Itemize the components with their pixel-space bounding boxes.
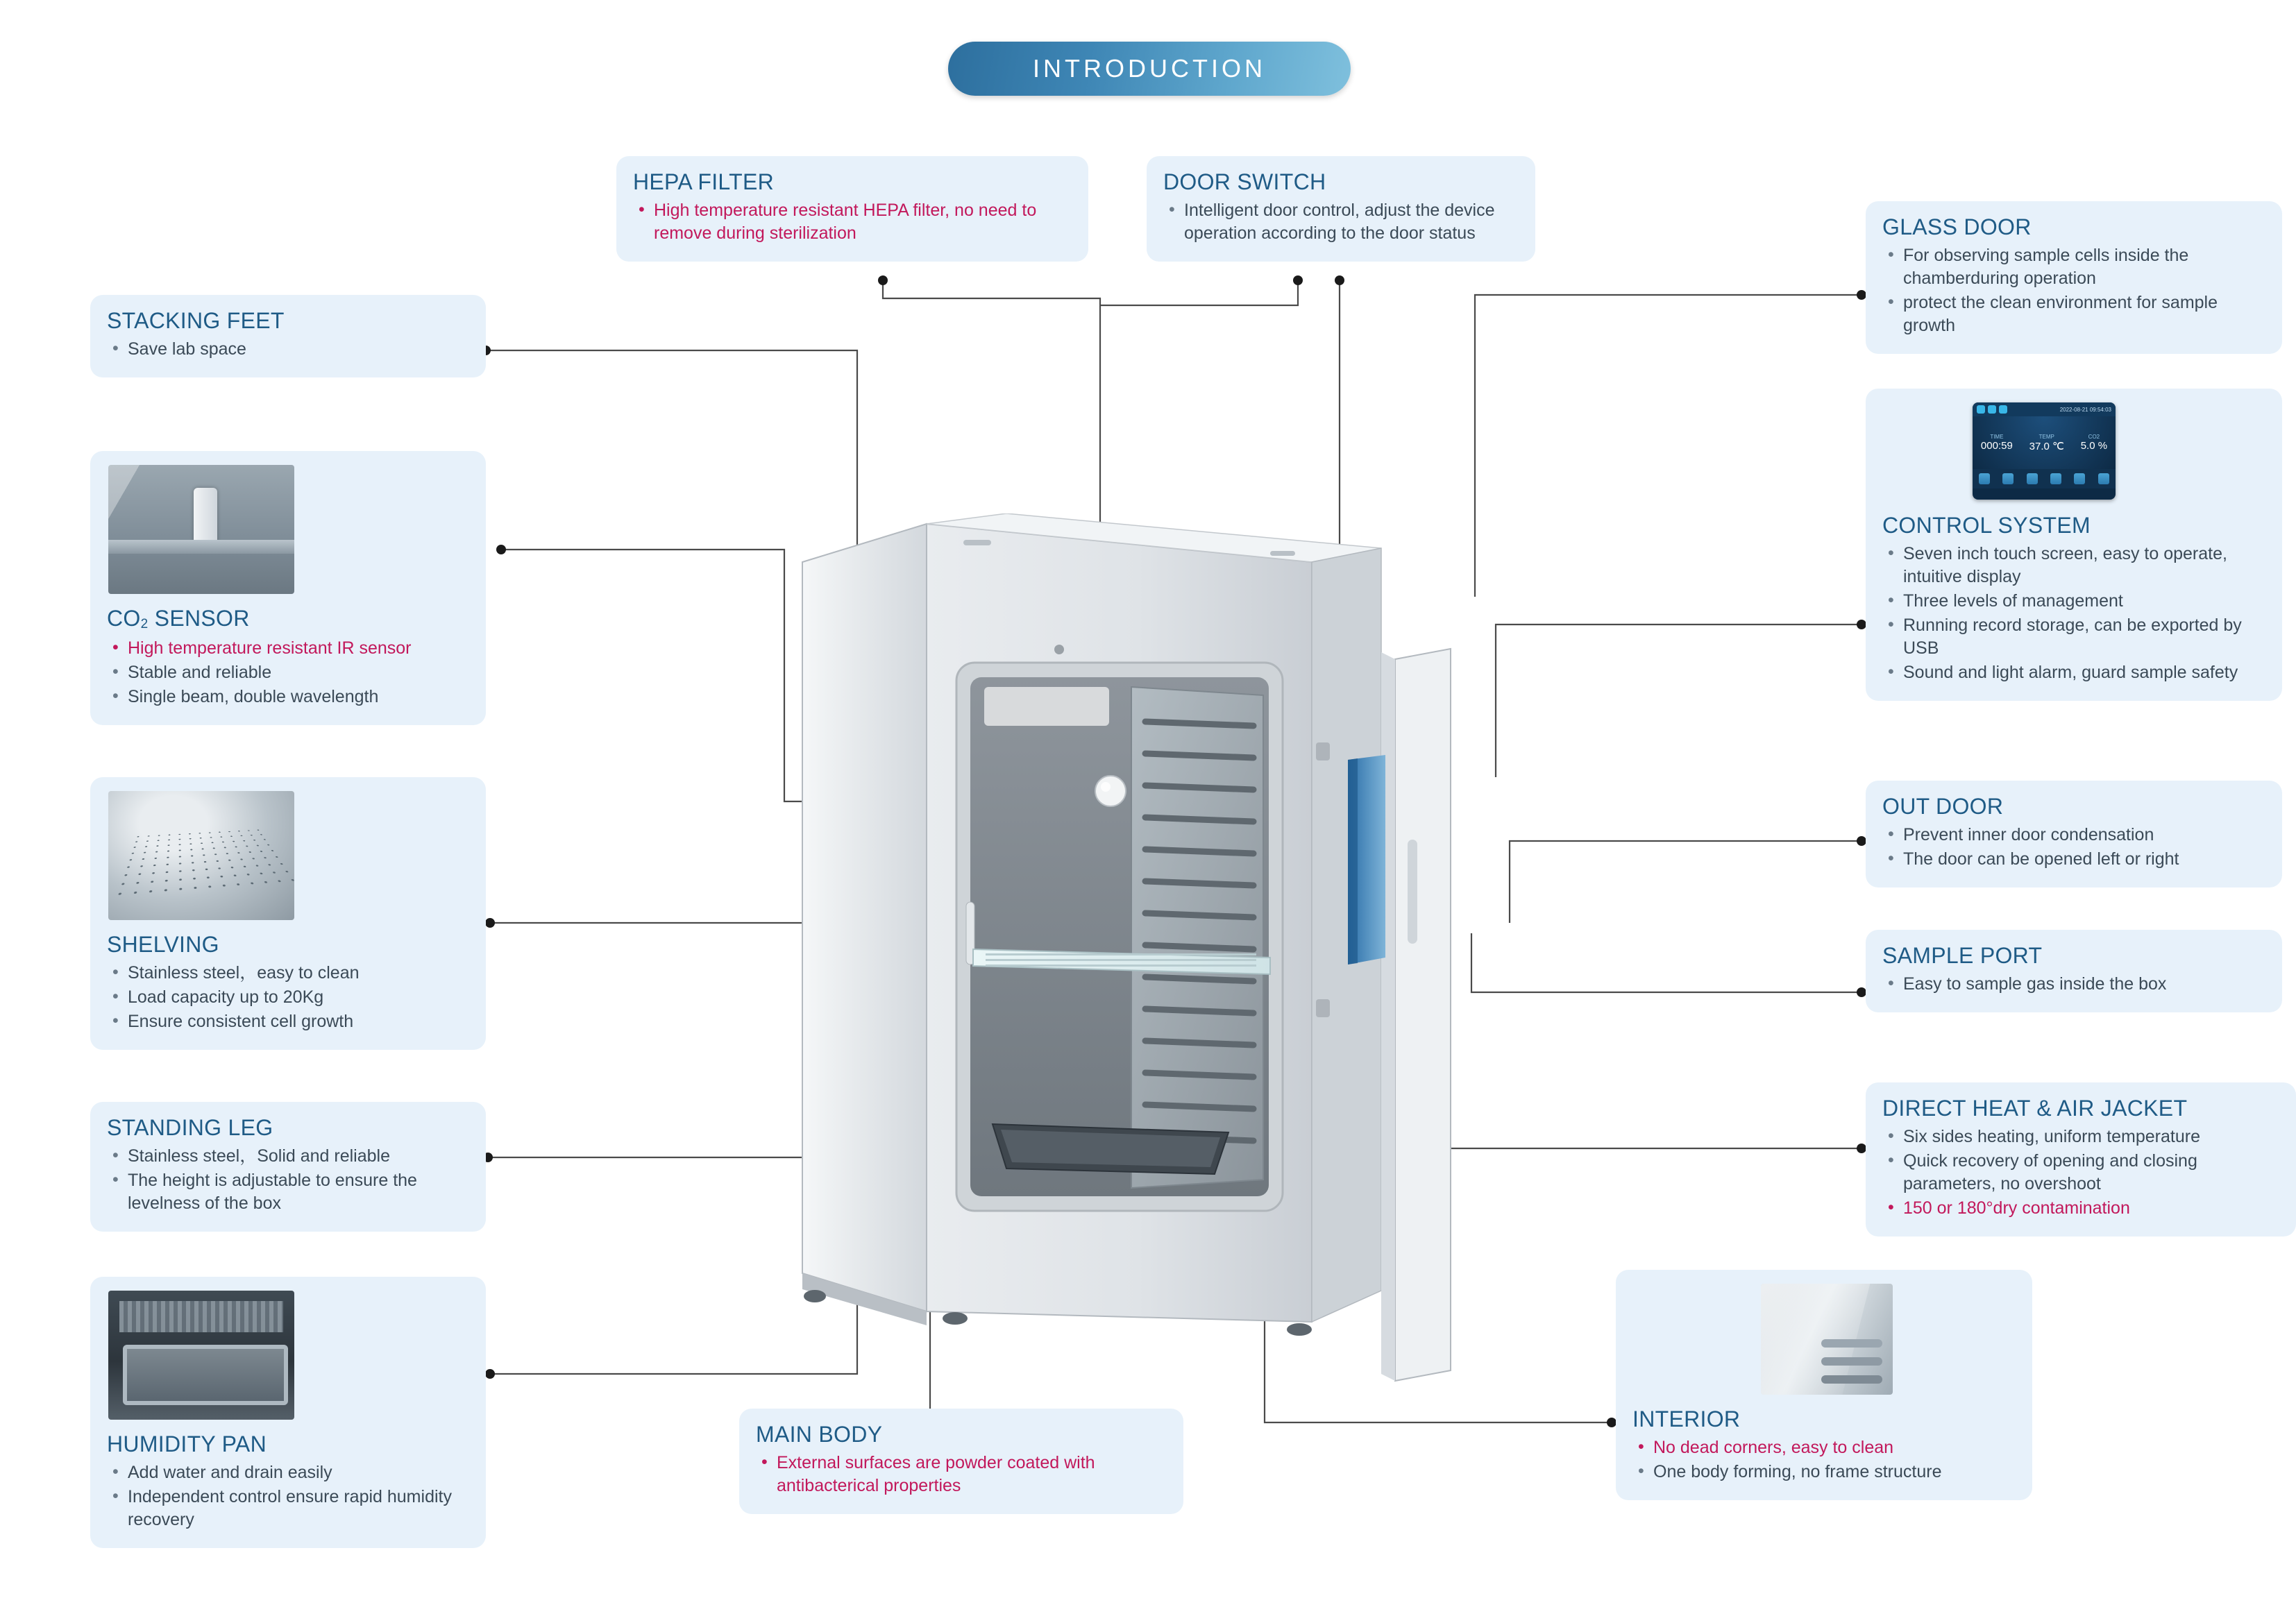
- callout-list: [1163, 199, 1519, 245]
- list-item: • Save lab space: [107, 338, 469, 361]
- callout-title: OUT DOOR: [1882, 794, 2004, 819]
- list-item: • Stainless steel，easy to clean: [107, 962, 469, 985]
- list-item: • No dead corners, easy to clean: [1632, 1436, 2016, 1459]
- list-item: • Ensure consistent cell growth: [107, 1010, 469, 1033]
- callout-title: MAIN BODY: [756, 1422, 883, 1447]
- panel-readout-temp: [2029, 434, 2064, 452]
- list-item: • Six sides heating, uniform temperature: [1882, 1125, 2279, 1148]
- callout-list: [633, 199, 1072, 245]
- callout-main-body: [739, 1409, 1183, 1514]
- callout-shelving: [90, 777, 486, 1050]
- panel-tool-icon-1: [1979, 473, 1990, 484]
- list-item: • 150 or 180°dry contamination: [1882, 1197, 2279, 1220]
- callout-list: [1882, 244, 2265, 337]
- callout-title-main: CO: [107, 606, 141, 631]
- list-item: • Add water and drain easily: [107, 1461, 469, 1484]
- list-item: • Single beam, double wavelength: [107, 686, 469, 708]
- list-item: • Three levels of management: [1882, 590, 2265, 613]
- callout-heat-jacket: [1866, 1082, 2296, 1237]
- list-item: • Intelligent door control, adjust the device operation according to the door status: [1163, 199, 1519, 245]
- callout-door-switch: [1147, 156, 1535, 262]
- readout-label: TIME: [1990, 434, 2004, 440]
- panel-tool-icon-4: [2050, 473, 2061, 484]
- list-item: • Load capacity up to 20Kg: [107, 986, 469, 1009]
- list-item: • Independent control ensure rapid humidity recovery: [107, 1486, 469, 1531]
- readout-label: CO2: [2088, 434, 2100, 440]
- callout-title: STANDING LEG: [107, 1115, 273, 1140]
- callout-list: [107, 637, 469, 708]
- readout-value: 5.0 %: [2080, 440, 2108, 452]
- shelving-photo: [108, 791, 294, 920]
- co2-incubator-illustration: [784, 513, 1548, 1422]
- panel-readouts: [1973, 416, 2116, 469]
- control-panel-preview: [1973, 402, 2116, 500]
- callout-stacking-feet: [90, 295, 486, 377]
- panel-tool-icon-3: [2027, 473, 2038, 484]
- list-item: • Quick recovery of opening and closing parameters, no overshoot: [1882, 1150, 2279, 1196]
- list-item: • High temperature resistant IR sensor: [107, 637, 469, 660]
- page-title: INTRODUCTION: [948, 42, 1351, 96]
- list-item: • Stable and reliable: [107, 661, 469, 684]
- list-item: • protect the clean environment for sample growth: [1882, 291, 2265, 337]
- callout-list: [1882, 824, 2265, 871]
- list-item: • High temperature resistant HEPA filter, no need to remove during sterilization: [633, 199, 1072, 245]
- callout-humidity-pan: [90, 1277, 486, 1548]
- callout-title: DIRECT HEAT & AIR JACKET: [1882, 1096, 2188, 1121]
- callout-list: [1882, 543, 2265, 684]
- panel-status-bar: [1973, 402, 2116, 416]
- callout-list: [1882, 1125, 2279, 1220]
- callout-title: DOOR SWITCH: [1163, 169, 1326, 194]
- callout-title: HEPA FILTER: [633, 169, 775, 194]
- readout-value: 37.0 ℃: [2029, 440, 2064, 452]
- callout-title: HUMIDITY PAN: [107, 1431, 267, 1456]
- callout-glass-door: [1866, 201, 2282, 354]
- control-panel-photo: [1882, 401, 2265, 512]
- list-item: • Prevent inner door condensation: [1882, 824, 2265, 847]
- callout-title: [107, 605, 469, 633]
- panel-icon-2: [1988, 405, 1996, 414]
- panel-icon-1: [1977, 405, 1985, 414]
- list-item: • Seven inch touch screen, easy to operate, intuitive display: [1882, 543, 2265, 588]
- panel-tool-icon-2: [2002, 473, 2014, 484]
- list-item: • Stainless steel，Solid and reliable: [107, 1145, 469, 1168]
- callout-sample-port: [1866, 930, 2282, 1012]
- callout-title: SHELVING: [107, 932, 219, 957]
- panel-icon-3: [1999, 405, 2007, 414]
- callout-title: STACKING FEET: [107, 308, 285, 333]
- callout-out-door: [1866, 781, 2282, 887]
- callout-list: [1632, 1436, 2016, 1484]
- callout-list: [756, 1452, 1167, 1497]
- panel-readout-co2: [2081, 434, 2107, 452]
- callout-list: [107, 338, 469, 361]
- callout-control-system: [1866, 389, 2282, 701]
- callout-interior: [1616, 1270, 2032, 1500]
- callout-list: [107, 1461, 469, 1531]
- panel-toolbar: [1973, 469, 2116, 488]
- panel-readout-time: [1981, 434, 2013, 452]
- callout-title: CONTROL SYSTEM: [1882, 513, 2091, 538]
- readout-value: 000:59: [1980, 440, 2013, 452]
- list-item: • The height is adjustable to ensure the levelness of the box: [107, 1169, 469, 1215]
- callout-title-rest: SENSOR: [148, 606, 250, 631]
- readout-label: TEMP: [2038, 433, 2054, 440]
- callout-list: [1882, 973, 2265, 996]
- callout-title: SAMPLE PORT: [1882, 943, 2043, 968]
- callout-title: INTERIOR: [1632, 1407, 1741, 1431]
- callout-list: [107, 1145, 469, 1215]
- list-item: • Running record storage, can be exported by USB: [1882, 614, 2265, 660]
- list-item: • Easy to sample gas inside the box: [1882, 973, 2265, 996]
- panel-tool-icon-5: [2074, 473, 2085, 484]
- interior-photo: [1761, 1284, 1893, 1395]
- list-item: • For observing sample cells inside the chamberduring operation: [1882, 244, 2265, 290]
- list-item: • The door can be opened left or right: [1882, 848, 2265, 871]
- list-item: • External surfaces are powder coated with antibacterical properties: [756, 1452, 1167, 1497]
- co2-sensor-photo: [108, 465, 294, 594]
- panel-tool-icon-6: [2098, 473, 2109, 484]
- callout-co2-sensor: [90, 451, 486, 725]
- callout-title-subscript: 2: [140, 617, 149, 631]
- list-item: • One body forming, no frame structure: [1632, 1461, 2016, 1484]
- callout-title: GLASS DOOR: [1882, 214, 2032, 239]
- humidity-pan-photo: [108, 1291, 294, 1420]
- callout-hepa-filter: [616, 156, 1088, 262]
- list-item: • Sound and light alarm, guard sample safety: [1882, 661, 2265, 684]
- callout-list: [107, 962, 469, 1033]
- callout-standing-leg: [90, 1102, 486, 1232]
- panel-datetime: 2022-08-21 09:54:03: [2059, 406, 2111, 413]
